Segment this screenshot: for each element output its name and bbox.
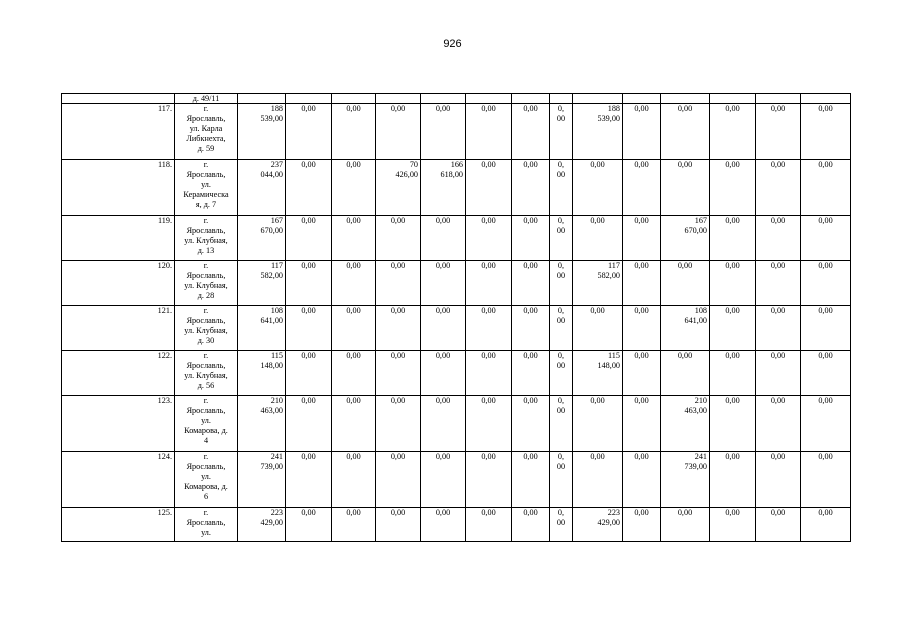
cell-value-7: 0,00 (512, 508, 550, 542)
cell-address: д. 49/11 (175, 94, 238, 104)
cell-num: 124. (62, 452, 175, 508)
cell-value-11: 0,00 (661, 508, 710, 542)
cell-address: г. Ярославль, ул. Комарова, д. 6 (175, 452, 238, 508)
cell-value-8: 0, 00 (550, 261, 573, 306)
cell-value-6: 0,00 (466, 452, 512, 508)
cell-address: г. Ярославль, ул. Керамическа я, д. 7 (175, 160, 238, 216)
cell-value-11: 108 641,00 (661, 306, 710, 351)
cell-value-12: 0,00 (710, 396, 756, 452)
cell-value-10: 0,00 (623, 261, 661, 306)
cell-address: г. Ярославль, ул. Клубная, д. 28 (175, 261, 238, 306)
cell-value-3: 0,00 (332, 261, 376, 306)
cell-value-10: 0,00 (623, 104, 661, 160)
cell-value-6: 0,00 (466, 261, 512, 306)
cell-value-6: 0,00 (466, 216, 512, 261)
cell-address: г. Ярославль, ул. Клубная, д. 13 (175, 216, 238, 261)
cell-value-10: 0,00 (623, 508, 661, 542)
cell-num: 123. (62, 396, 175, 452)
cell-value-10: 0,00 (623, 396, 661, 452)
cell-num: 117. (62, 104, 175, 160)
cell-value-1: 108 641,00 (238, 306, 286, 351)
cell-value-6: 0,00 (466, 351, 512, 396)
cell-address: г. Ярославль, ул. Комарова, д. 4 (175, 396, 238, 452)
cell-value-3: 0,00 (332, 160, 376, 216)
cell-value-12: 0,00 (710, 216, 756, 261)
cell-value-12: 0,00 (710, 104, 756, 160)
cell-value-9: 0,00 (573, 452, 623, 508)
cell-value-7: 0,00 (512, 306, 550, 351)
cell-value-12: 0,00 (710, 160, 756, 216)
cell-address: г. Ярославль, ул. Клубная, д. 56 (175, 351, 238, 396)
cell-value-11: 0,00 (661, 261, 710, 306)
cell-value-4: 0,00 (376, 452, 421, 508)
cell-value-10: 0,00 (623, 351, 661, 396)
cell-value-13: 0,00 (756, 160, 801, 216)
cell-value-3: 0,00 (332, 351, 376, 396)
cell-value-13: 0,00 (756, 216, 801, 261)
cell-value-5: 0,00 (421, 351, 466, 396)
cell-value-11: 210 463,00 (661, 396, 710, 452)
cell-num: 121. (62, 306, 175, 351)
cell-value-3: 0,00 (332, 306, 376, 351)
cell-value-2: 0,00 (286, 452, 332, 508)
cell-value-7: 0,00 (512, 104, 550, 160)
cell-value-1: 210 463,00 (238, 396, 286, 452)
cell-value-9: 0,00 (573, 160, 623, 216)
cell-value-14: 0,00 (801, 396, 851, 452)
cell-value-13: 0,00 (756, 508, 801, 542)
cell-address: г. Ярославль, ул. Клубная, д. 30 (175, 306, 238, 351)
cell-value-7: 0,00 (512, 351, 550, 396)
table-row (62, 160, 851, 216)
cell-value-14: 0,00 (801, 351, 851, 396)
cell-value-4: 0,00 (376, 396, 421, 452)
cell-value-14: 0,00 (801, 508, 851, 542)
cell-value-13: 0,00 (756, 261, 801, 306)
cell-value-13: 0,00 (756, 351, 801, 396)
cell-value-5: 0,00 (421, 104, 466, 160)
cell-value-3: 0,00 (332, 216, 376, 261)
cell-value-6: 0,00 (466, 104, 512, 160)
cell-value-4: 70 426,00 (376, 160, 421, 216)
cell-value-6: 0,00 (466, 160, 512, 216)
table-row (62, 261, 851, 306)
cell-value-2: 0,00 (286, 104, 332, 160)
table-row (62, 306, 851, 351)
cell-value-1: 188 539,00 (238, 104, 286, 160)
cell-value-5: 0,00 (421, 306, 466, 351)
cell-address: г. Ярославль, ул. Карла Либкнехта, д. 59 (175, 104, 238, 160)
cell-value-2: 0,00 (286, 508, 332, 542)
cell-value-5: 0,00 (421, 508, 466, 542)
cell-value-1: 115 148,00 (238, 351, 286, 396)
cell-value-8: 0, 00 (550, 104, 573, 160)
cell-value-9: 0,00 (573, 396, 623, 452)
cell-value-12: 0,00 (710, 452, 756, 508)
cell-value-10: 0,00 (623, 306, 661, 351)
cell-value-12: 0,00 (710, 306, 756, 351)
cell-num: 118. (62, 160, 175, 216)
cell-value-7: 0,00 (512, 216, 550, 261)
cell-value-10: 0,00 (623, 452, 661, 508)
cell-num: 119. (62, 216, 175, 261)
cell-value-1: 237 044,00 (238, 160, 286, 216)
cell-num: 125. (62, 508, 175, 542)
cell-value-5: 0,00 (421, 216, 466, 261)
cell-value-14: 0,00 (801, 261, 851, 306)
cell-value-12: 0,00 (710, 261, 756, 306)
cell-value-1: 223 429,00 (238, 508, 286, 542)
cell-value-6: 0,00 (466, 508, 512, 542)
cell-value-13: 0,00 (756, 306, 801, 351)
cell-value-13: 0,00 (756, 104, 801, 160)
cell-value-14: 0,00 (801, 104, 851, 160)
cell-value-4: 0,00 (376, 351, 421, 396)
cell-value-14: 0,00 (801, 160, 851, 216)
cell-value-7: 0,00 (512, 452, 550, 508)
cell-num: 120. (62, 261, 175, 306)
table-row (62, 104, 851, 160)
cell-value-5: 0,00 (421, 452, 466, 508)
cell-value-10: 0,00 (623, 216, 661, 261)
cell-value-2: 0,00 (286, 160, 332, 216)
cell-value-7: 0,00 (512, 160, 550, 216)
cell-value-9: 223 429,00 (573, 508, 623, 542)
cell-value-5: 166 618,00 (421, 160, 466, 216)
cell-value-12: 0,00 (710, 508, 756, 542)
cell-value-8: 0, 00 (550, 351, 573, 396)
table-row-continuation (62, 94, 851, 104)
cell-value-14: 0,00 (801, 452, 851, 508)
cell-value-8: 0, 00 (550, 216, 573, 261)
cell-value-6: 0,00 (466, 396, 512, 452)
cell-value-11: 167 670,00 (661, 216, 710, 261)
cell-value-9: 0,00 (573, 216, 623, 261)
cell-value-1: 167 670,00 (238, 216, 286, 261)
cell-value-7: 0,00 (512, 261, 550, 306)
cell-value-3: 0,00 (332, 508, 376, 542)
cell-value-9: 117 582,00 (573, 261, 623, 306)
page-number: 926 (443, 38, 462, 50)
cell-value-11: 0,00 (661, 104, 710, 160)
cell-value-7: 0,00 (512, 396, 550, 452)
table-body (62, 94, 851, 542)
table-row (62, 216, 851, 261)
table-row (62, 396, 851, 452)
cell-value-9: 188 539,00 (573, 104, 623, 160)
cell-value-10: 0,00 (623, 160, 661, 216)
cell-num (62, 94, 175, 104)
cell-value-1: 117 582,00 (238, 261, 286, 306)
cell-value-3: 0,00 (332, 396, 376, 452)
cell-value-9: 115 148,00 (573, 351, 623, 396)
table-row (62, 351, 851, 396)
cell-value-8: 0, 00 (550, 396, 573, 452)
cell-value-2: 0,00 (286, 306, 332, 351)
cell-num: 122. (62, 351, 175, 396)
cell-value-8: 0, 00 (550, 508, 573, 542)
cell-value-9: 0,00 (573, 306, 623, 351)
table-row (62, 508, 851, 542)
cell-value-4: 0,00 (376, 104, 421, 160)
cell-value-8: 0, 00 (550, 452, 573, 508)
cell-value-4: 0,00 (376, 306, 421, 351)
cell-value-4: 0,00 (376, 216, 421, 261)
cell-value-4: 0,00 (376, 261, 421, 306)
cell-address: г. Ярославль, ул. (175, 508, 238, 542)
table-row (62, 452, 851, 508)
cell-value-2: 0,00 (286, 351, 332, 396)
cell-value-5: 0,00 (421, 261, 466, 306)
cell-value-5: 0,00 (421, 396, 466, 452)
cell-value-11: 0,00 (661, 351, 710, 396)
cell-value-2: 0,00 (286, 216, 332, 261)
cell-value-6: 0,00 (466, 306, 512, 351)
cell-value-3: 0,00 (332, 104, 376, 160)
cell-value-1: 241 739,00 (238, 452, 286, 508)
data-table (61, 93, 851, 542)
cell-value-3: 0,00 (332, 452, 376, 508)
cell-value-4: 0,00 (376, 508, 421, 542)
cell-value-13: 0,00 (756, 396, 801, 452)
cell-value-14: 0,00 (801, 216, 851, 261)
cell-value-13: 0,00 (756, 452, 801, 508)
cell-value-8: 0, 00 (550, 306, 573, 351)
cell-value-8: 0, 00 (550, 160, 573, 216)
cell-value-12: 0,00 (710, 351, 756, 396)
cell-value-14: 0,00 (801, 306, 851, 351)
cell-value-11: 241 739,00 (661, 452, 710, 508)
cell-value-2: 0,00 (286, 261, 332, 306)
cell-value-11: 0,00 (661, 160, 710, 216)
cell-value-2: 0,00 (286, 396, 332, 452)
